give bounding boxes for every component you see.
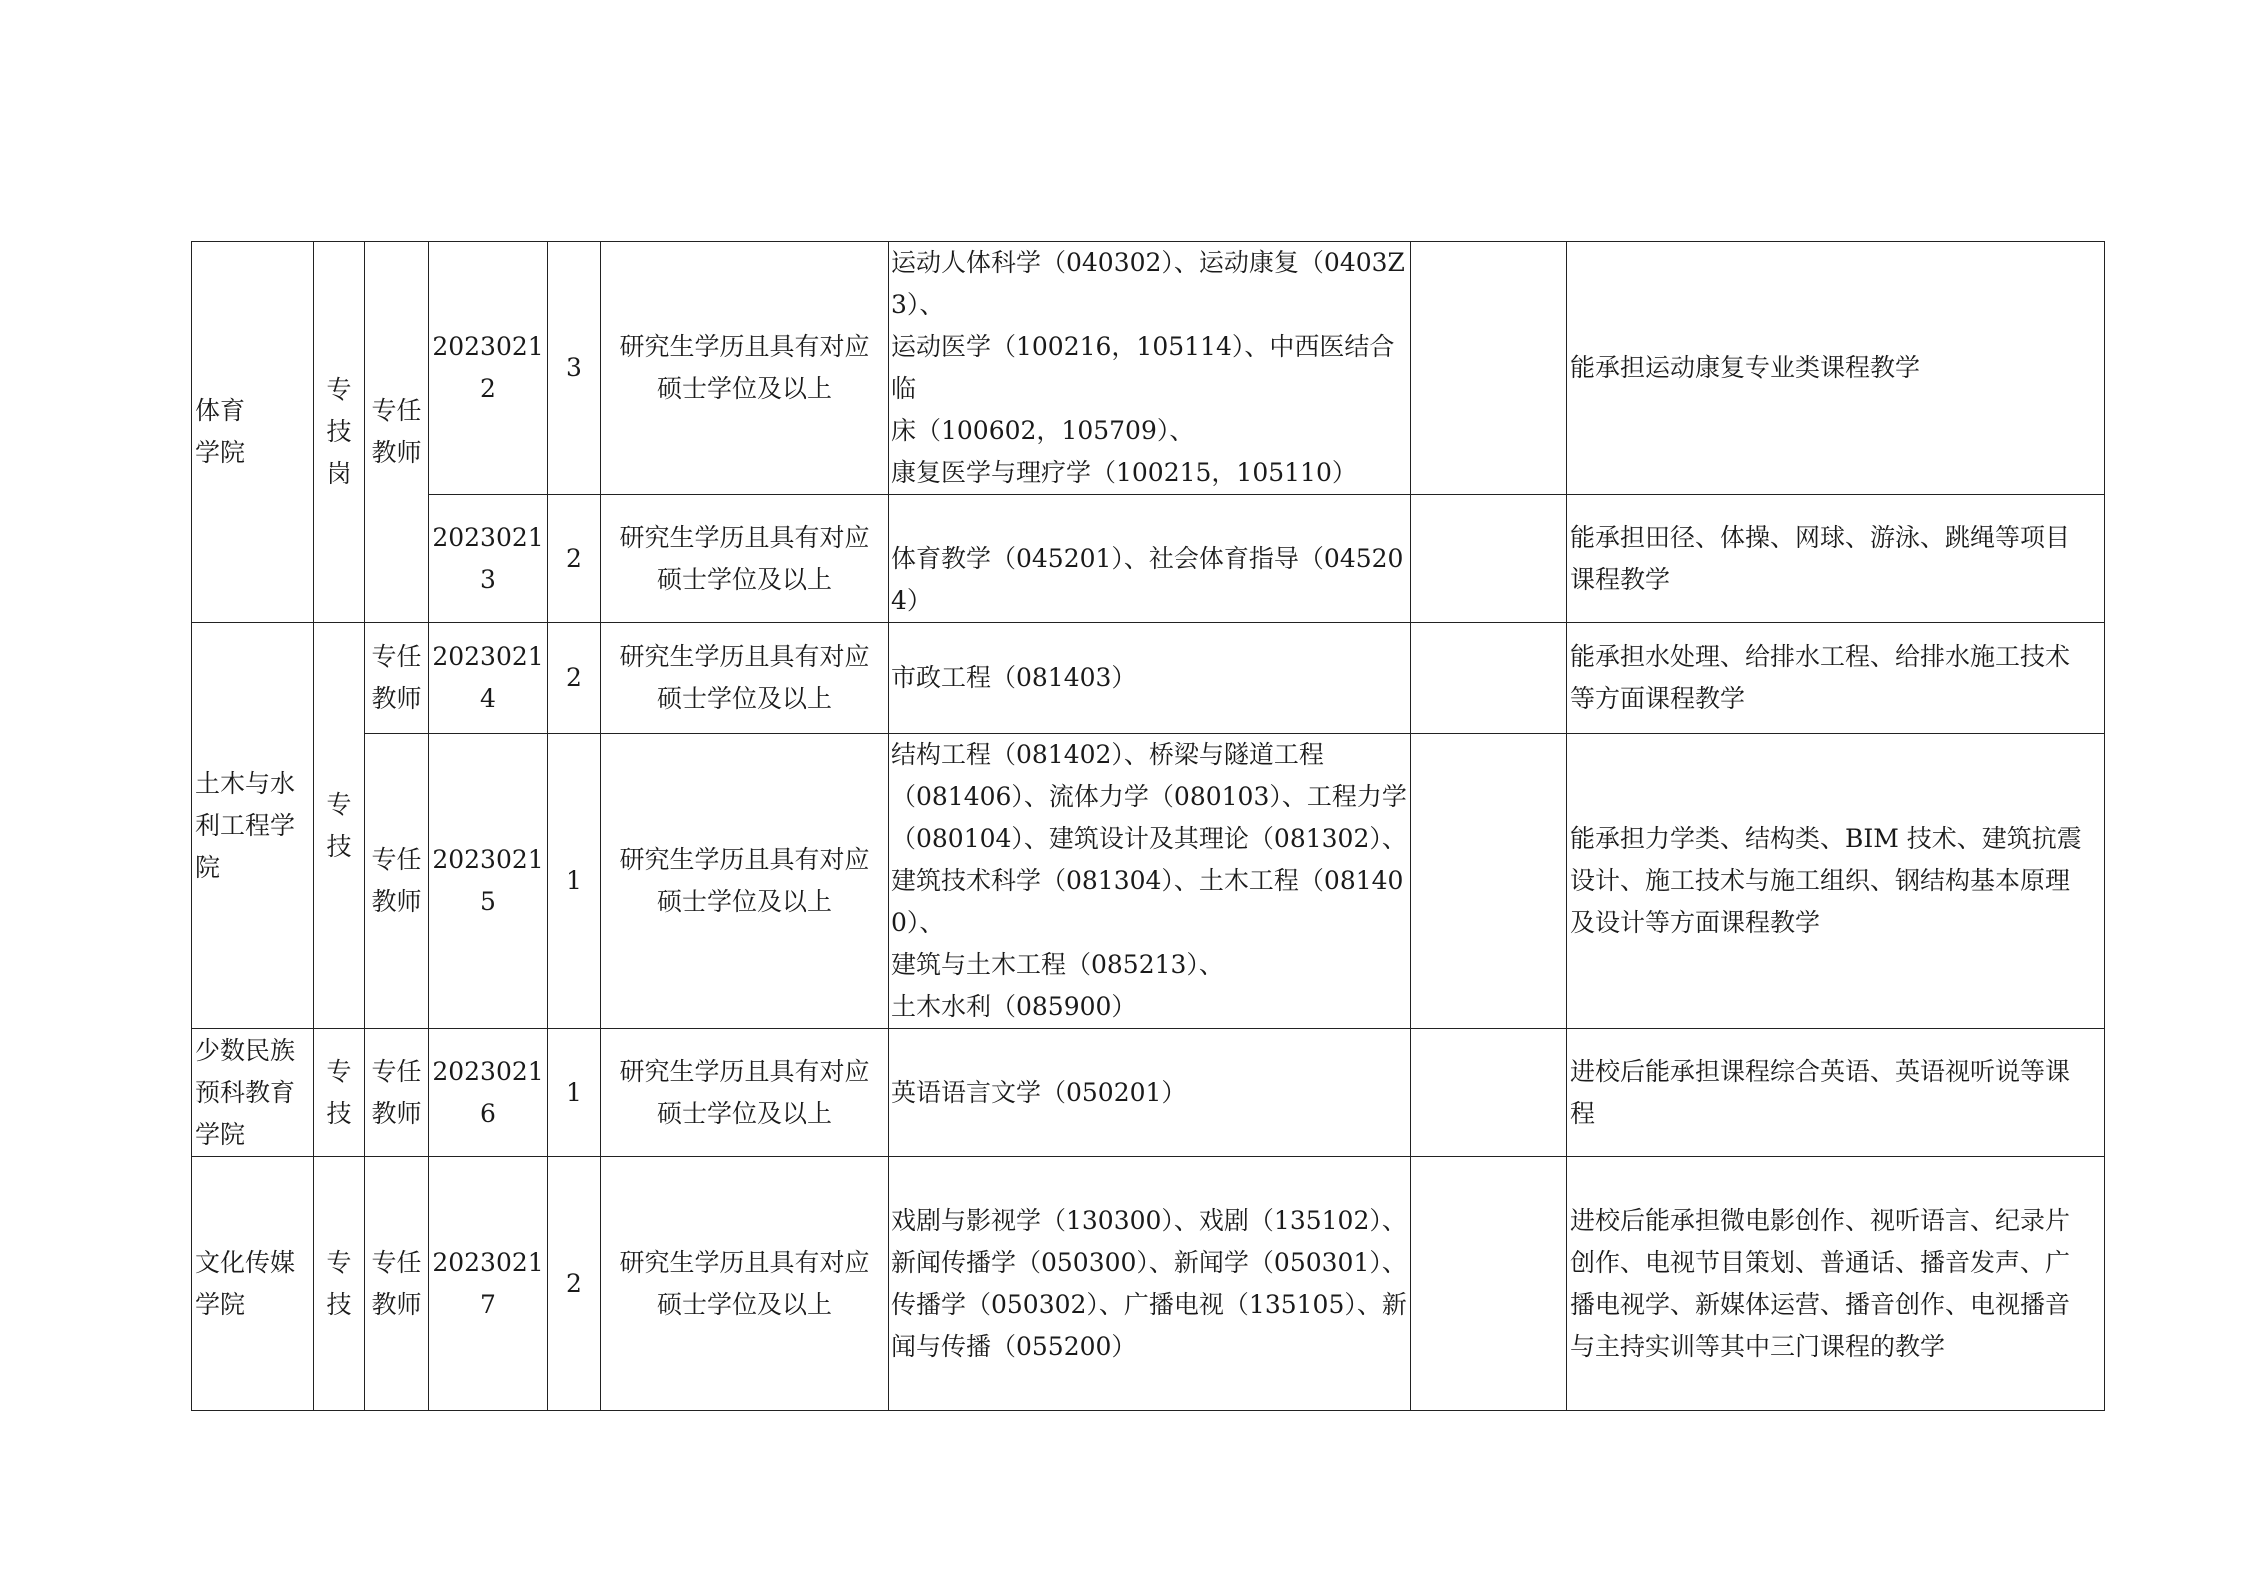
count-cell: 2 — [548, 623, 601, 734]
degree-cell: 研究生学历且具有对应 硕士学位及以上 — [601, 1157, 889, 1411]
degree-cell: 研究生学历且具有对应 硕士学位及以上 — [601, 1029, 889, 1157]
degree-cell: 研究生学历且具有对应 硕士学位及以上 — [601, 495, 889, 623]
duty-cell: 进校后能承担微电影创作、视听语言、纪录片 创作、电视节目策划、普通话、播音发声、广 播电视学、新媒体运营、播音创作、电视播音 与主持实训等其中三门课程的教学 — [1567, 1157, 2105, 1411]
college-cell: 体育 学院 — [192, 242, 314, 623]
table-row — [192, 734, 2105, 1029]
position-cell: 专任 教师 — [365, 1157, 429, 1411]
college-cell: 文化传媒 学院 — [192, 1157, 314, 1411]
post-type-cell: 专 技 — [314, 623, 365, 1029]
other-cell — [1411, 623, 1567, 734]
code-cell: 20230212 — [429, 242, 548, 495]
count-cell: 1 — [548, 734, 601, 1029]
other-cell — [1411, 1029, 1567, 1157]
position-cell: 专任 教师 — [365, 242, 429, 623]
count-cell: 1 — [548, 1029, 601, 1157]
degree-cell: 研究生学历且具有对应 硕士学位及以上 — [601, 734, 889, 1029]
college-cell: 土木与水 利工程学 院 — [192, 623, 314, 1029]
degree-cell: 研究生学历且具有对应 硕士学位及以上 — [601, 242, 889, 495]
post-type-cell: 专 技 — [314, 1157, 365, 1411]
major-cell: 运动人体科学（040302）、运动康复（0403Z3）、 运动医学（100216，105114）、中西医结合临 床（100602，105709）、 康复医学与理疗学（100215，105110） — [889, 242, 1411, 495]
code-cell: 20230215 — [429, 734, 548, 1029]
college-cell: 少数民族 预科教育 学院 — [192, 1029, 314, 1157]
duty-cell: 能承担水处理、给排水工程、给排水施工技术 等方面课程教学 — [1567, 623, 2105, 734]
code-cell: 20230216 — [429, 1029, 548, 1157]
other-cell — [1411, 734, 1567, 1029]
major-cell: 体育教学（045201）、社会体育指导（045204） — [889, 495, 1411, 623]
code-cell: 20230217 — [429, 1157, 548, 1411]
duty-cell: 能承担运动康复专业类课程教学 — [1567, 242, 2105, 495]
position-cell: 专任 教师 — [365, 734, 429, 1029]
major-cell: 英语语言文学（050201） — [889, 1029, 1411, 1157]
table-row — [192, 623, 2105, 734]
recruitment-table — [191, 241, 2105, 1411]
table-row — [192, 1157, 2105, 1411]
code-cell: 20230213 — [429, 495, 548, 623]
position-cell: 专任 教师 — [365, 1029, 429, 1157]
major-cell: 市政工程（081403） — [889, 623, 1411, 734]
duty-cell: 能承担田径、体操、网球、游泳、跳绳等项目 课程教学 — [1567, 495, 2105, 623]
table-row — [192, 495, 2105, 623]
table-row — [192, 242, 2105, 495]
other-cell — [1411, 1157, 1567, 1411]
other-cell — [1411, 495, 1567, 623]
position-cell: 专任 教师 — [365, 623, 429, 734]
duty-cell: 进校后能承担课程综合英语、英语视听说等课 程 — [1567, 1029, 2105, 1157]
post-type-cell: 专 技 — [314, 1029, 365, 1157]
count-cell: 2 — [548, 495, 601, 623]
degree-cell: 研究生学历且具有对应 硕士学位及以上 — [601, 623, 889, 734]
duty-cell: 能承担力学类、结构类、BIM 技术、建筑抗震 设计、施工技术与施工组织、钢结构基本原理 及设计等方面课程教学 — [1567, 734, 2105, 1029]
other-cell — [1411, 242, 1567, 495]
major-cell: 结构工程（081402）、桥梁与隧道工程 （081406）、流体力学（080103）、工程力学 （080104）、建筑设计及其理论（081302）、 建筑技术科学（081304）、土木工程（081400）、 建筑与土木工程（085213）、 土木水利（085900） — [889, 734, 1411, 1029]
table-row — [192, 1029, 2105, 1157]
post-type-cell: 专 技 岗 — [314, 242, 365, 623]
code-cell: 20230214 — [429, 623, 548, 734]
major-cell: 戏剧与影视学（130300）、戏剧（135102）、 新闻传播学（050300）、新闻学（050301）、 传播学（050302）、广播电视（135105）、新 闻与传播（055200） — [889, 1157, 1411, 1411]
count-cell: 2 — [548, 1157, 601, 1411]
count-cell: 3 — [548, 242, 601, 495]
